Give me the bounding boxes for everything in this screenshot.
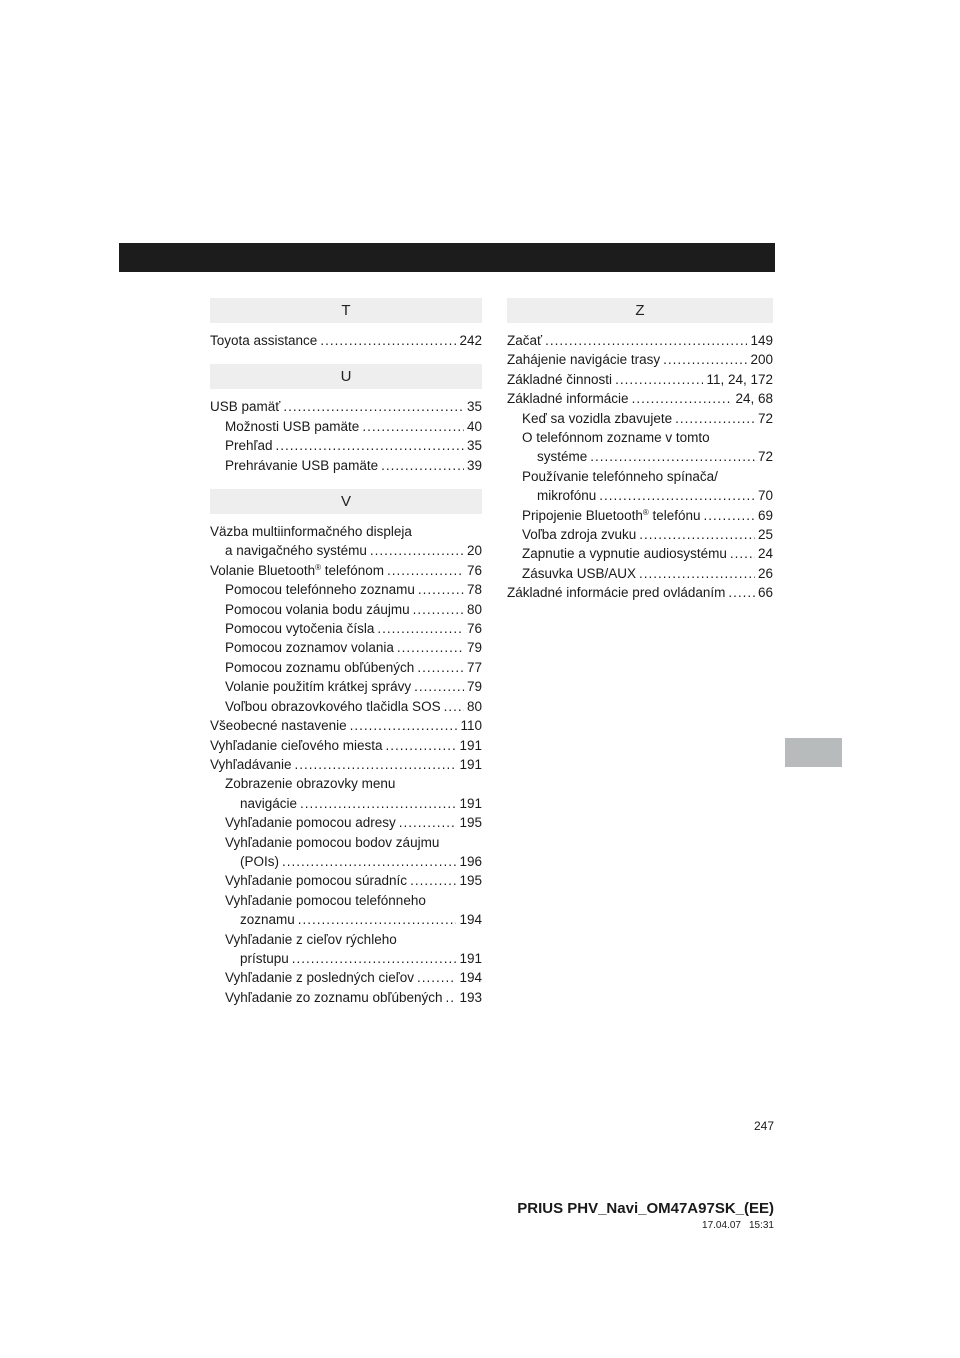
page-ref: 26 <box>757 565 773 581</box>
page-ref: 200 <box>750 352 773 368</box>
page-ref: 191 <box>459 795 482 811</box>
index-subentry: O telefónnom zozname v tomto systéme ..... 72 <box>522 428 773 467</box>
page-ref: 193 <box>459 989 482 1005</box>
page-ref: 242 <box>459 333 482 348</box>
index-subentry: Vyhľadanie pomocou bodov záujmu (POIs) ..... 196 <box>225 833 482 872</box>
index-subentry: Zapnutie a vypnutie audiosystému ..... 24 <box>522 544 773 563</box>
page-ref: 149 <box>750 333 773 348</box>
index-entry: Vyhľadanie cieľového miesta ..... 191 <box>210 736 482 755</box>
page-ref: 69 <box>757 507 773 523</box>
page-ref: 77 <box>466 659 482 675</box>
index-subentry: Pomocou zoznamu obľúbených ..... 77 <box>225 658 482 677</box>
page-ref: 72 <box>757 449 773 465</box>
section-letter-u: U <box>210 364 482 389</box>
index-subentry: Vyhľadanie zo zoznamu obľúbených ..... 193 <box>225 988 482 1007</box>
page-ref: 191 <box>459 737 482 753</box>
page-ref: 78 <box>466 582 482 598</box>
document-id: PRIUS PHV_Navi_OM47A97SK_(EE) <box>517 1200 774 1217</box>
index-entry: USB pamäť ..... 35 <box>210 397 482 416</box>
index-subentry: Zobrazenie obrazovky menu navigácie ..... 191 <box>225 774 482 813</box>
page-ref: 194 <box>459 970 482 986</box>
index-section-v <box>210 489 482 1007</box>
page-ref: 191 <box>459 756 482 772</box>
index-section-z <box>507 298 773 603</box>
registered-mark: ® <box>315 562 321 572</box>
page-ref: 24 <box>757 546 773 562</box>
page-ref: 76 <box>466 562 482 578</box>
index-section-u <box>210 364 482 475</box>
page-ref: 25 <box>757 527 773 543</box>
page-ref: 66 <box>757 585 773 601</box>
index-entry: Začať ..... 149 <box>507 331 773 350</box>
section-letter-z: Z <box>507 298 773 323</box>
print-time: 15:31 <box>748 1220 774 1231</box>
index-subentry: Vyhľadanie pomocou telefónneho zoznamu ..... 194 <box>225 891 482 930</box>
page-ref: 40 <box>466 418 482 434</box>
page-ref: 11, 24, 172 <box>706 371 773 387</box>
page-ref: 195 <box>459 873 482 889</box>
page-ref: 196 <box>459 853 482 869</box>
section-letter-t: T <box>210 298 482 323</box>
page-ref: 70 <box>757 488 773 504</box>
index-entry: Zahájenie navigácie trasy ..... 200 <box>507 350 773 369</box>
section-letter-v: V <box>210 489 482 514</box>
index-subentry: Používanie telefónneho spínača/ mikrofónu ..... 70 <box>522 467 773 506</box>
page-ref: 39 <box>466 457 482 473</box>
index-entry: Vyhľadávanie ..... 191 <box>210 755 482 774</box>
index-entry: Všeobecné nastavenie ..... 110 <box>210 716 482 735</box>
page-ref: 35 <box>466 438 482 454</box>
page-ref: 110 <box>460 718 482 734</box>
index-subentry: Prehrávanie USB pamäte ..... 39 <box>225 456 482 475</box>
index-section-t <box>210 298 482 350</box>
index-subentry: Keď sa vozidla zbavujete ..... 72 <box>522 409 773 428</box>
index-entry: Základné informácie ..... 24, 68 <box>507 389 773 408</box>
registered-mark: ® <box>642 507 649 517</box>
print-date: 17.04.07 <box>702 1220 741 1231</box>
index-subentry: Voľba zdroja zvuku ..... 25 <box>522 525 773 544</box>
page-ref: 79 <box>466 640 482 656</box>
page-ref: 194 <box>459 912 482 928</box>
page-ref: 191 <box>459 950 482 966</box>
index-subentry: Vyhľadanie pomocou súradníc ..... 195 <box>225 871 482 890</box>
index-entry: Toyota assistance ..... 242 <box>210 331 482 350</box>
page-ref: 195 <box>459 815 482 831</box>
page-ref: 76 <box>466 621 482 637</box>
index-entry: Základné činnosti ..... 11, 24, 172 <box>507 370 773 389</box>
index-subentry: Vyhľadanie z cieľov rýchleho prístupu ..... 191 <box>225 930 482 969</box>
page-number: 247 <box>753 1119 774 1133</box>
index-subentry: Vyhľadanie z posledných cieľov ..... 194 <box>225 968 482 987</box>
index-subentry: Prehľad ..... 35 <box>225 436 482 455</box>
index-entry: Väzba multiinformačného displeja a navigačného systému ..... 20 <box>210 522 482 561</box>
index-subentry: Voľbou obrazovkového tlačidla SOS ..... 80 <box>225 697 482 716</box>
header-bar <box>119 243 775 272</box>
page-ref: 80 <box>466 601 482 617</box>
index-thumb-tab <box>785 738 842 767</box>
index-subentry: Zásuvka USB/AUX ..... 26 <box>522 564 773 583</box>
page-ref: 80 <box>466 698 482 714</box>
page-ref: 20 <box>466 543 482 559</box>
page-ref: 72 <box>757 410 773 426</box>
page-ref: 24, 68 <box>735 391 773 407</box>
print-timestamp <box>702 1220 774 1231</box>
page-ref: 35 <box>466 399 482 415</box>
index-subentry: Vyhľadanie pomocou adresy ..... 195 <box>225 813 482 832</box>
index-subentry: Pomocou telefónneho zoznamu ..... 78 <box>225 580 482 599</box>
index-entry: Volanie Bluetooth® telefónom ..... 76 <box>210 561 482 580</box>
index-column-right <box>507 298 773 617</box>
index-subentry: Pomocou vytočenia čísla ..... 76 <box>225 619 482 638</box>
index-column-left <box>210 298 482 1021</box>
index-subentry: Možnosti USB pamäte ..... 40 <box>225 417 482 436</box>
index-subentry: Pomocou volania bodu záujmu ..... 80 <box>225 600 482 619</box>
index-subentry: Pripojenie Bluetooth® telefónu ..... 69 <box>522 506 773 525</box>
index-entry: Základné informácie pred ovládaním ..... 66 <box>507 583 773 602</box>
index-subentry: Pomocou zoznamov volania ..... 79 <box>225 638 482 657</box>
page-ref: 79 <box>466 679 482 695</box>
index-subentry: Volanie použitím krátkej správy ..... 79 <box>225 677 482 696</box>
